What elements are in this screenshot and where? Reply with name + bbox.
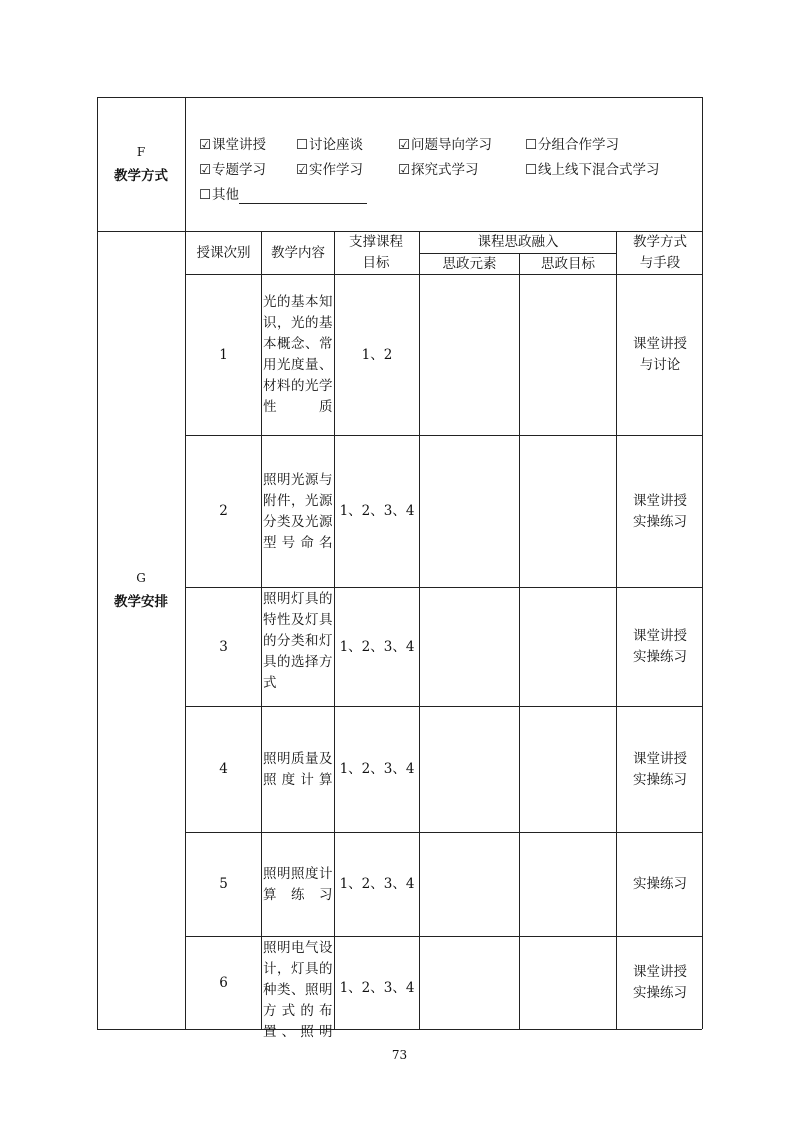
checkbox-icon[interactable]: ☑ [199,162,212,178]
option-inquiry[interactable] [398,161,479,179]
row-1-ideology-elements [420,275,519,435]
row-4-goals: 1、2、3、4 [339,761,415,777]
option-label: 专题学习 [212,162,266,178]
row-5-session: 5 [219,876,228,892]
header-goals: 支撑课程目标 [349,234,403,271]
option-label: 线上线下混合式学习 [538,162,660,178]
section-g-letter: G [136,571,146,585]
row-5-method: 实操练习 [633,876,687,892]
checkbox-icon[interactable]: ☐ [199,187,212,203]
row-6-content-text: 照明电气设计，灯具的种类、照明方式的布置、照明 [263,940,333,1040]
section-f-title: 教学方式 [114,168,168,184]
row-3-session: 3 [219,638,228,655]
header-content: 教学内容 [271,244,325,261]
row-4-method: 课堂讲授实操练习 [633,750,687,788]
row-1-goals: 1、2 [361,346,393,363]
row-6-content [263,938,333,1040]
row-6-goals: 1、2、3、4 [339,979,415,996]
row-1-method: 课堂讲授与讨论 [633,336,687,373]
checkbox-icon[interactable]: ☑ [398,137,411,153]
option-label: 课堂讲授 [212,137,266,153]
row-3-ideology-elements [420,588,519,706]
option-topic-study[interactable] [199,161,266,179]
option-problem-based[interactable] [398,136,492,154]
checkbox-icon[interactable]: ☐ [525,137,538,153]
row-6-session: 6 [219,974,228,991]
row-3-content-text: 照明灯具的特性及灯具的分类和灯具的选择方式 [263,591,333,691]
table-border-top [97,97,702,98]
header-ideology-goals: 思政目标 [541,255,595,272]
option-label: 分组合作学习 [538,137,619,153]
col-divider-1 [261,231,262,1029]
checkbox-icon[interactable]: ☑ [296,162,309,178]
row-1-session: 1 [219,346,228,363]
col-divider-5 [616,231,617,1029]
row-2-goals: 1、2、3、4 [339,503,415,519]
checkbox-icon[interactable]: ☑ [398,162,411,178]
option-lecture[interactable] [199,136,266,154]
header-ideology-elements: 思政元素 [442,255,497,272]
checkbox-icon[interactable]: ☐ [296,137,309,153]
option-label: 问题导向学习 [411,137,492,153]
row-4-content-text: 照明质量及照度计算 [263,750,333,788]
row-4-session: 4 [219,761,228,777]
row-2-method: 课堂讲授实操练习 [633,492,687,530]
row-4-ideology-elements [420,707,519,832]
row-3-method: 课堂讲授实操练习 [633,628,687,665]
section-g-title: 教学安排 [114,594,168,610]
option-other[interactable] [199,186,367,204]
row-1-content [263,275,333,435]
row-3-goals: 1、2、3、4 [339,638,415,655]
table-border-right [702,97,703,1029]
section-f-letter: F [136,145,146,159]
row-5-ideology-goals [520,833,616,936]
row-2-content [263,436,333,587]
row-1-content-text: 光的基本知识，光的基本概念、常用光度量、材料的光学性质 [263,294,333,415]
row-5-content-text: 照明照度计算练习 [263,865,333,903]
row-6-method: 课堂讲授实操练习 [633,964,687,1001]
option-label: 探究式学习 [411,162,479,178]
header-session: 授课次别 [196,244,251,261]
row-1-ideology-goals [520,275,616,435]
header-method: 教学方式与手段 [633,234,687,271]
option-discussion[interactable] [296,136,363,154]
row-4-content [263,707,333,832]
row-6-ideology-elements [420,937,519,1029]
checkbox-icon[interactable]: ☐ [525,162,538,178]
other-blank-line[interactable] [239,189,367,204]
row-5-ideology-elements [420,833,519,936]
row-3-ideology-goals [520,588,616,706]
row-2-content-text: 照明光源与附件，光源分类及光源型号命名 [263,471,333,551]
option-blended[interactable] [525,161,660,179]
section-g-label [97,566,185,614]
row-2-ideology-goals [520,436,616,587]
option-label: 讨论座谈 [309,137,363,153]
option-label: 实作学习 [309,162,363,178]
option-practical[interactable] [296,161,363,179]
section-f-label [97,140,185,188]
row-6-ideology-goals [520,937,616,1029]
row-4-ideology-goals [520,707,616,832]
option-label: 其他 [212,187,239,203]
row-5-content [263,833,333,936]
table-border-left [97,97,98,1029]
row-5-goals: 1、2、3、4 [339,876,415,892]
page-number: 73 [391,1048,408,1062]
row-3-content [263,589,333,706]
header-ideology: 课程思政融入 [477,234,559,250]
checkbox-icon[interactable]: ☑ [199,137,212,153]
row-2-session: 2 [219,503,228,519]
option-group-cooperation[interactable] [525,136,619,154]
row-2-ideology-elements [420,436,519,587]
